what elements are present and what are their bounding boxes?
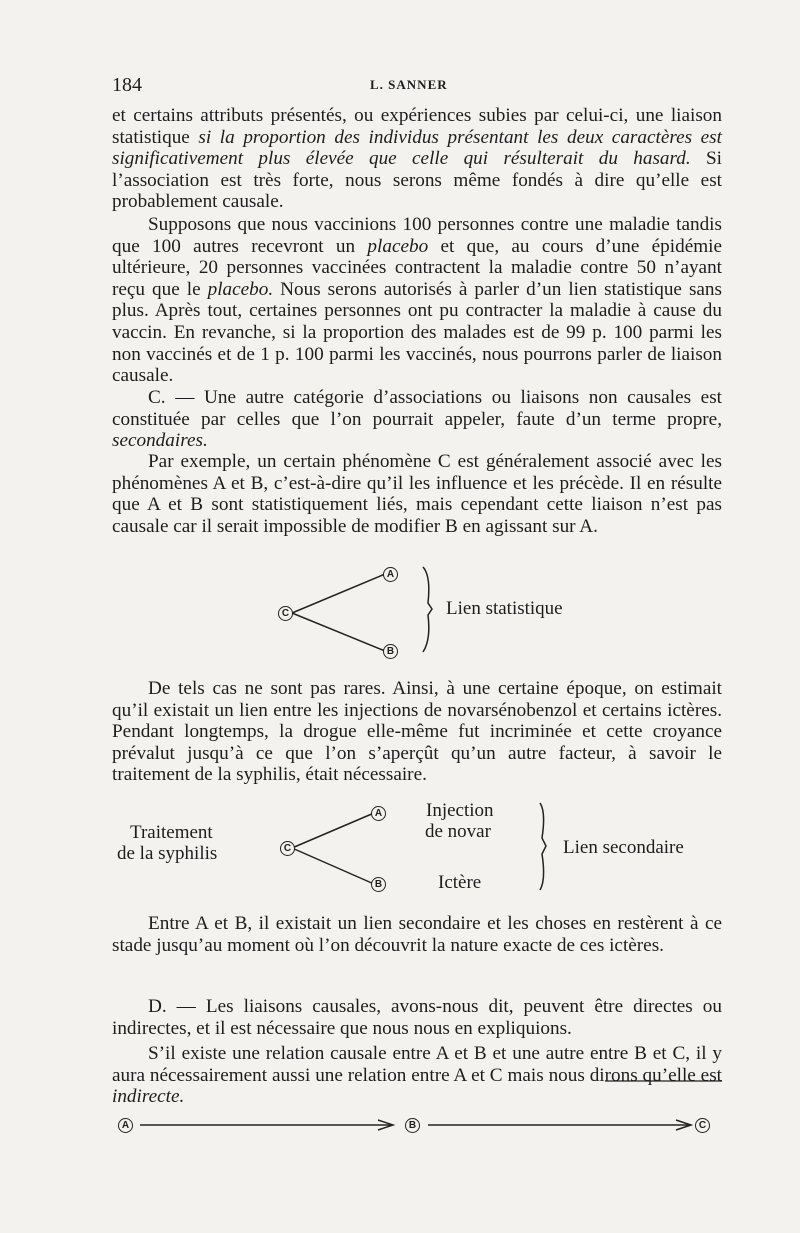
lien-secondaire-label: Lien secondaire xyxy=(563,837,684,858)
node-b: B xyxy=(371,877,386,892)
paragraph-8: S’il existe une relation causale entre A et B et une autre entre B et C, il y aura nécessairement aussi une relation entre A et C mais nous dirons qu’elle est indirecte. xyxy=(112,1043,722,1108)
node-a: A xyxy=(118,1118,133,1133)
paragraph-2: Supposons que nous vaccinions 100 personnes contre une maladie tandis que 100 autres recevront un placebo et que, au cours d’une épidémie ultérieure, 20 personnes vaccinées contractent la maladie contre 50 n’ayant reçu que le placebo. Nous serons autorisés à parler d’un lien statistique sans plus. Après tout, certaines personnes ont pu contracter la maladie à cause du vaccin. En revanche, si la proportion des malades est de 99 p. 100 parmi les non vaccinés et de 1 p. 100 parmi les vaccinés, nous pourrons parler de liaison causale. xyxy=(112,214,722,387)
paragraph-4: Par exemple, un certain phénomène C est généralement associé avec les phénomènes A et B, c’est-à-dire qu’il les influence et les précède. Il en résulte que A et B sont statistiquement liés, mais cependant cette liaison n’est pas causale car il serait impossible de modifier B en agissant sur A. xyxy=(112,451,722,537)
node-a: A xyxy=(371,806,386,821)
running-title: L. SANNER xyxy=(370,77,448,92)
paragraph-5: De tels cas ne sont pas rares. Ainsi, à une certaine époque, on estimait qu’il existait un lien entre les injections de novarsénobenzol et certains ictères. Pendant longtemps, la drogue elle-même fut incriminée et cette croyance prévalut jusqu’à ce que l’on s’aperçût qu’un autre facteur, à savoir le traitement de la syphilis, était nécessaire. xyxy=(112,678,722,786)
node-c: C xyxy=(278,606,293,621)
traitement-label: Traitement xyxy=(130,822,213,843)
page-number: 184 xyxy=(112,74,142,96)
ictere-label: Ictère xyxy=(438,872,482,893)
syphilis-label: de la syphilis xyxy=(117,843,218,864)
paragraph-1: et certains attributs présentés, ou expériences subies par celui-ci, une liaison statistique si la proportion des individus présentant les deux caractères est significativement plus élevée que celle qui résulterait du hasard. Si l’association est très forte, nous serons même fondés à dire qu’elle est probablement causale. xyxy=(112,105,722,213)
injection-label: Injection xyxy=(426,800,494,821)
novar-label: de novar xyxy=(425,821,491,842)
paragraph-3: C. — Une autre catégorie d’associations ou liaisons non causales est constituée par celles que l’on pourrait appeler, faute d’un terme propre, secondaires. xyxy=(112,387,722,452)
node-c: C xyxy=(695,1118,710,1133)
node-c: C xyxy=(280,841,295,856)
lien-statistique-label: Lien statistique xyxy=(446,598,563,619)
paragraph-6: Entre A et B, il existait un lien secondaire et les choses en restèrent à ce stade jusqu’au moment où l’on découvrit la nature exacte de ces ictères. xyxy=(112,913,722,956)
node-b: B xyxy=(383,644,398,659)
node-a: A xyxy=(383,567,398,582)
node-b: B xyxy=(405,1118,420,1133)
paragraph-7: D. — Les liaisons causales, avons-nous dit, peuvent être directes ou indirectes, et il est nécessaire que nous nous en expliquions. xyxy=(112,996,722,1039)
